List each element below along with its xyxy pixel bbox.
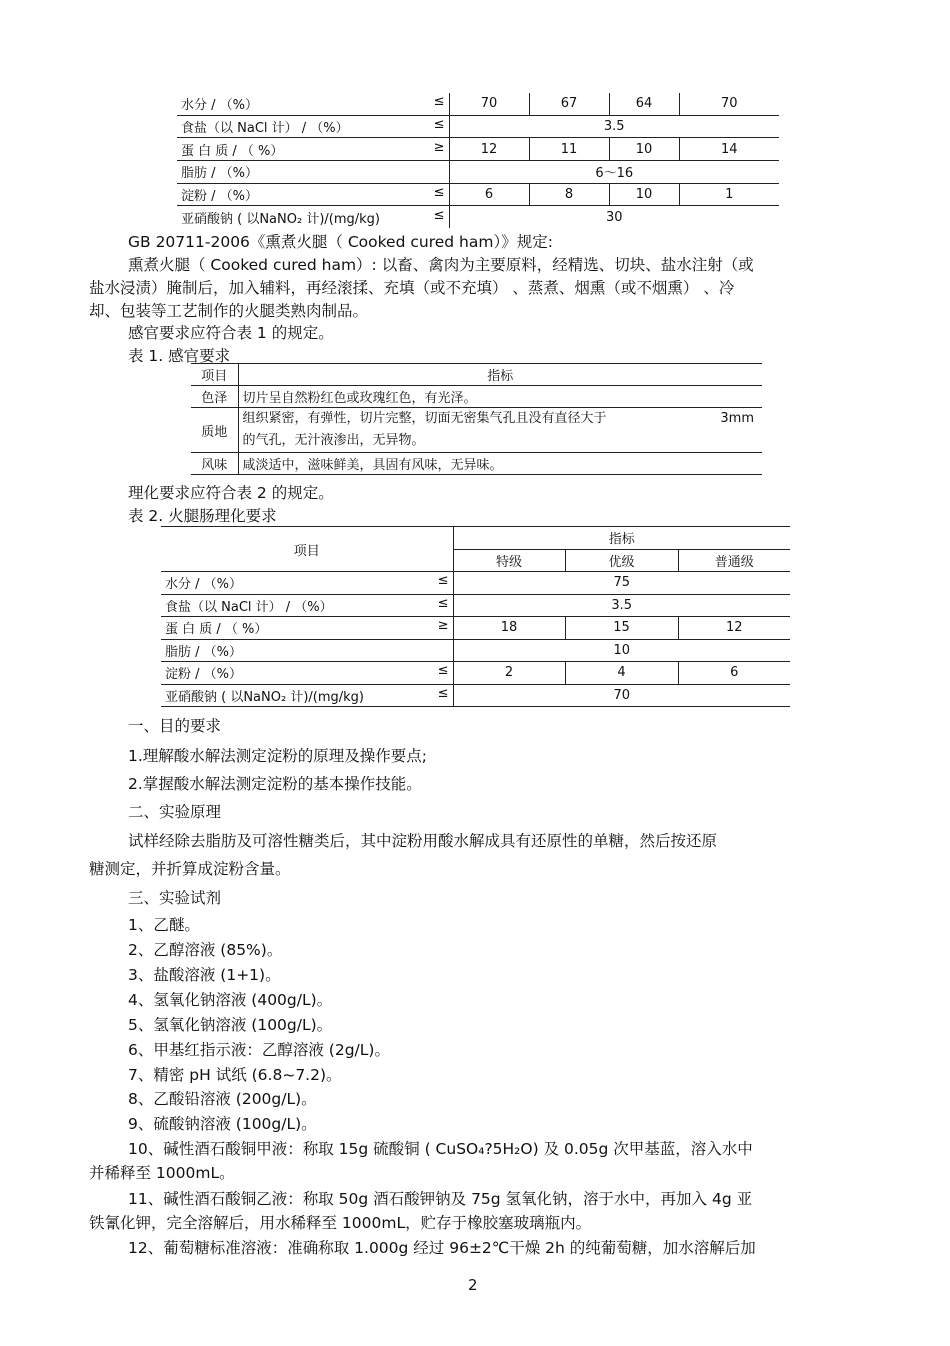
cell: 6: [678, 662, 790, 685]
cell: 10: [609, 138, 679, 161]
section-title: 三、实验试剂: [128, 889, 222, 907]
cell: 14: [679, 138, 779, 161]
cell: 8: [529, 183, 609, 206]
cell: 64: [609, 93, 679, 115]
reagent-item: 4、氢氧化钠溶液 (400g/L)。: [128, 991, 333, 1009]
table-row: [177, 138, 779, 161]
page-number: 2: [468, 1276, 478, 1294]
cell: 70: [453, 684, 790, 707]
table-row: [177, 183, 779, 206]
row-item: 食盐（以 NaCl 计） / （%） ≤: [165, 595, 449, 615]
table-row: [177, 161, 779, 184]
row-item: 食盐（以 NaCl 计） / （%） ≤: [181, 117, 445, 137]
table-header: [161, 527, 790, 550]
reagent-item: 12、葡萄糖标准溶液：准确称取 1.000g 经过 96±2℃干燥 2h 的纯葡萄糖，加水溶解后加: [128, 1239, 756, 1257]
header-cell: 项目: [293, 543, 320, 559]
table-header: [191, 364, 762, 386]
row-item: 水分 / （%） ≤: [165, 573, 449, 593]
sensory-requirement: 感官要求应符合表 1 的规定。: [128, 324, 334, 342]
row-item: 蛋 白 质 / （ %） ≥: [165, 618, 449, 638]
section-title: 二、实验原理: [128, 803, 222, 821]
cell: 4: [565, 662, 678, 685]
row-item: 亚硝酸钠 ( 以NaNO₂ 计)/(mg/kg) ≤: [181, 207, 445, 227]
body-line: 1.理解酸水解法测定淀粉的原理及操作要点;: [128, 747, 428, 765]
reagent-item: 6、甲基红指示液：乙醇溶液 (2g/L)。: [128, 1041, 390, 1059]
table-row: [161, 617, 790, 640]
cell: 切片呈自然粉红色或玫瑰红色，有光泽。: [238, 386, 762, 408]
cell: 6～16: [449, 161, 779, 184]
body-line: 试样经除去脂肪及可溶性糖类后，其中淀粉用酸水解成具有还原性的单糖，然后按还原: [128, 832, 718, 850]
reagent-item: 1、乙醚。: [128, 916, 200, 934]
gb-standard-line: GB 20711-2006《熏煮火腿（ Cooked cured ham）》规定:: [128, 233, 553, 251]
cell: 2: [453, 662, 565, 685]
row-item: 脂肪 / （%）: [181, 166, 258, 182]
cell: 18: [453, 617, 565, 640]
reagent-item: 铁氰化钾，完全溶解后，用水稀释至 1000mL，贮存于橡胶塞玻璃瓶内。: [89, 1214, 592, 1232]
table-row: [191, 408, 762, 453]
cell: 组织紧密，有弹性，切片完整，切面无密集气孔且没有直径大于 3mm 的气孔，无汁液渗出，无异物。: [238, 408, 762, 453]
reagent-item: 9、硫酸钠溶液 (100g/L)。: [128, 1115, 317, 1133]
row-item: 淀粉 / （%） ≤: [165, 663, 449, 683]
table-continued: [177, 93, 779, 228]
cell: 12: [678, 617, 790, 640]
cell: 10: [609, 183, 679, 206]
reagent-item: 8、乙酸铅溶液 (200g/L)。: [128, 1090, 317, 1108]
reagent-item: 7、精密 pH 试纸 (6.8~7.2)。: [128, 1066, 342, 1084]
table-row: [177, 206, 779, 228]
cell: 15: [565, 617, 678, 640]
reagent-item: 2、乙醇溶液 (85%)。: [128, 941, 283, 959]
table-row: [177, 93, 779, 115]
row-item: 亚硝酸钠 ( 以NaNO₂ 计)/(mg/kg) ≤: [165, 685, 449, 705]
cell: 11: [529, 138, 609, 161]
cell: 1: [679, 183, 779, 206]
row-item: 质地: [201, 424, 228, 440]
cell: 30: [449, 206, 779, 228]
cell: 70: [679, 93, 779, 115]
phys-requirement: 理化要求应符合表 2 的规定。: [128, 484, 334, 502]
definition-line: 盐水浸渍）腌制后，加入辅料，再经滚揉、充填（或不充填） 、蒸煮、烟熏（或不烟熏） 、冷: [89, 279, 735, 297]
body-line: 糖测定，并折算成淀粉含量。: [89, 860, 291, 878]
row-item: 淀粉 / （%） ≤: [181, 185, 445, 205]
cell: 67: [529, 93, 609, 115]
grade-header: 优级: [565, 549, 678, 572]
table-row: [161, 684, 790, 707]
row-item: 水分 / （%） ≤: [181, 94, 445, 114]
row-item: 风味: [201, 458, 228, 473]
reagent-item: 10、碱性酒石酸铜甲液：称取 15g 硫酸铜 ( CuSO₄?5H₂O) 及 0.05g 次甲基蓝，溶入水中: [128, 1140, 753, 1158]
reagent-item: 3、盐酸溶液 (1+1)。: [128, 966, 281, 984]
body-line: 2.掌握酸水解法测定淀粉的基本操作技能。: [128, 775, 422, 793]
reagent-item: 5、氢氧化钠溶液 (100g/L)。: [128, 1016, 333, 1034]
header-cell: 指标: [453, 527, 790, 550]
sensory-table: [191, 363, 762, 475]
cell: 75: [453, 572, 790, 595]
table-row: [191, 453, 762, 475]
table-row: [161, 572, 790, 595]
row-item: 脂肪 / （%）: [165, 644, 242, 660]
table-row: [161, 639, 790, 662]
cell: 3.5: [453, 594, 790, 617]
table-row: [191, 386, 762, 408]
cell: 70: [449, 93, 529, 115]
reagent-item: 11、碱性酒石酸铜乙液：称取 50g 酒石酸钾钠及 75g 氢氧化钠，溶于水中，再加入 4g 亚: [128, 1190, 753, 1208]
cell: 10: [453, 639, 790, 662]
grade-header: 普通级: [678, 549, 790, 572]
row-item: 色泽: [201, 391, 228, 406]
header-cell: 项目: [201, 369, 228, 384]
header-cell: 指标: [238, 364, 762, 386]
cell: 3.5: [449, 115, 779, 138]
definition-line: 却、包装等工艺制作的火腿类熟肉制品。: [89, 302, 369, 320]
cell: 6: [449, 183, 529, 206]
table1-title: 表 1. 感官要求: [128, 347, 231, 365]
cell: 12: [449, 138, 529, 161]
grade-header: 特级: [453, 549, 565, 572]
table-row: [161, 662, 790, 685]
cell: 咸淡适中，滋味鲜美，具固有风味，无异味。: [238, 453, 762, 475]
section-title: 一、目的要求: [128, 717, 222, 735]
phys-table: [161, 526, 790, 707]
reagent-item: 并稀释至 1000mL。: [89, 1164, 235, 1182]
row-item: 蛋 白 质 / （ %） ≥: [181, 139, 445, 159]
table-row: [161, 594, 790, 617]
definition-line: 熏煮火腿（ Cooked cured ham）: 以畜、禽肉为主要原料，经精选、切块、盐水注射（或: [128, 256, 754, 274]
table-row: [177, 115, 779, 138]
table2-title: 表 2. 火腿肠理化要求: [128, 507, 277, 525]
